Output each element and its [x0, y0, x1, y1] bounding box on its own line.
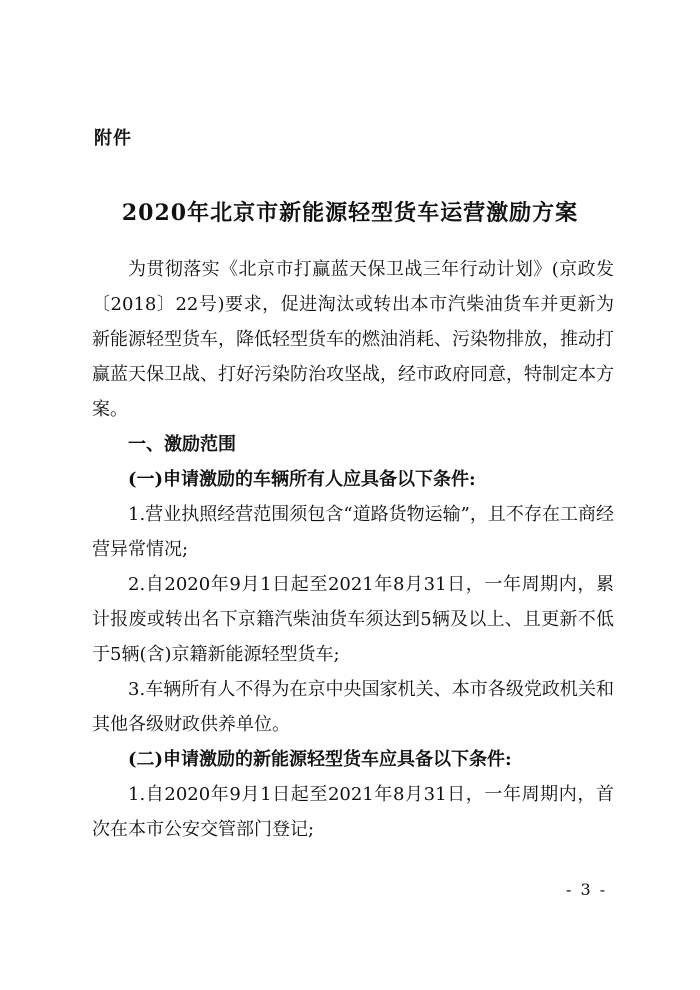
section-heading-scope: 一、激励范围 [128, 434, 236, 455]
attachment-label: 附件 [94, 128, 132, 149]
vehicle-condition-1: 1.自2020年9月1日起至2021年8月31日，一年周期内，首次在本市公安交管部门登记; [92, 784, 614, 840]
subsection-heading-vehicle-conditions: (二)申请激励的新能源轻型货车应具备以下条件: [128, 749, 512, 770]
document-title: 2020年北京市新能源轻型货车运营激励方案 [121, 200, 579, 226]
document-body [92, 252, 614, 847]
owner-condition-1: 1.营业执照经营范围须包含“道路货物运输”，且不存在工商经营异常情况; [92, 504, 614, 560]
intro-paragraph: 为贯彻落实《北京市打赢蓝天保卫战三年行动计划》(京政发〔2018〕22号)要求，促进淘汰或转出本市汽柴油货车并更新为新能源轻型货车，降低轻型货车的燃油消耗、污染物排放，推动打赢蓝天保卫战、打好污染防治攻坚战，经市政府同意，特制定本方案。 [92, 259, 614, 420]
subsection-heading-owner-conditions: (一)申请激励的车辆所有人应具备以下条件: [128, 469, 476, 490]
owner-condition-3: 3.车辆所有人不得为在京中央国家机关、本市各级党政机关和其他各级财政供养单位。 [92, 679, 614, 735]
page-number: - 3 - [566, 880, 608, 899]
owner-condition-2: 2.自2020年9月1日起至2021年8月31日，一年周期内，累计报废或转出名下京籍汽柴油货车须达到5辆及以上、且更新不低于5辆(含)京籍新能源轻型货车; [92, 574, 614, 665]
